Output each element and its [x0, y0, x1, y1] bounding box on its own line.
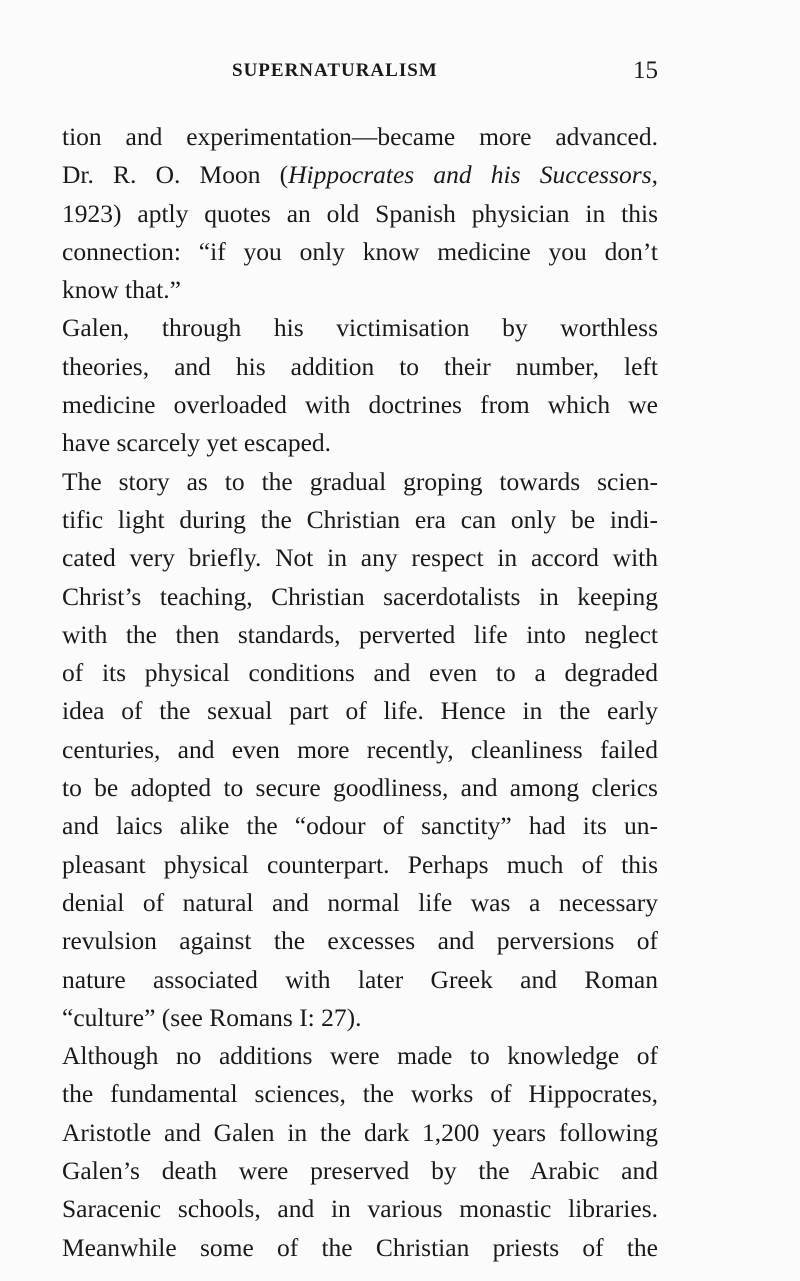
text-line: pleasant physical counterpart. Perhaps much of this — [62, 849, 658, 879]
text-line: The story as to the gradual groping towards scien- — [62, 466, 658, 496]
text-line: of its physical conditions and even to a degraded — [62, 658, 658, 688]
text-line: centuries, and even more recently, cleanliness failed — [62, 734, 658, 764]
text-line: nature associated with later Greek and Roman — [62, 964, 658, 994]
text-line: the fundamental sciences, the works of Hippocrates, — [62, 1079, 658, 1109]
text-line: theories, and his addition to their number, left — [62, 351, 658, 381]
text-line: medicine overloaded with doctrines from which we — [62, 390, 658, 420]
text-line: Meanwhile some of the Christian priests of the — [62, 1232, 658, 1262]
text-line: Christ’s teaching, Christian sacerdotalists in keeping — [62, 581, 658, 611]
text-line: to be adopted to secure goodliness, and among clerics — [62, 773, 658, 803]
text-line: with the then standards, perverted life into neglect — [62, 619, 658, 649]
text-line: idea of the sexual part of life. Hence in the early — [62, 696, 658, 726]
text-line: know that.” — [62, 275, 181, 305]
text-line: “culture” (see Romans I: 27). — [62, 1002, 362, 1032]
running-head — [0, 57, 800, 92]
page-number: 15 — [633, 57, 658, 84]
text-line: Aristotle and Galen in the dark 1,200 years following — [62, 1117, 658, 1147]
book-title-citation: Hippocrates and his Successors — [288, 160, 652, 190]
text-line: tion and experimentation—became more advanced. — [62, 122, 658, 151]
text-line: Galen’s death were preserved by the Arabic and — [62, 1156, 658, 1186]
text-line: connection: “if you only know medicine you don’t — [62, 236, 658, 266]
text-line: Galen, through his victimisation by worthless — [62, 313, 658, 343]
running-title: SUPERNATURALISM — [232, 60, 438, 81]
body-text — [62, 118, 658, 1267]
text-line: and laics alike the “odour of sanctity” had its un- — [62, 811, 658, 841]
text-line: tific light during the Christian era can only be indi- — [62, 504, 658, 534]
text-line: Although no additions were made to knowledge of — [62, 1041, 658, 1071]
text-line: revulsion against the excesses and perversions of — [62, 926, 658, 956]
text-line: have scarcely yet escaped. — [62, 428, 332, 458]
text-line: 1923) aptly quotes an old Spanish physician in this — [62, 198, 658, 228]
text-line: Saracenic schools, and in various monastic libraries. — [62, 1194, 658, 1224]
text-line: Dr. R. O. Moon (Hippocrates and his Successors, — [62, 160, 658, 190]
text-line: denial of natural and normal life was a necessary — [62, 887, 658, 917]
text-line: cated very briefly. Not in any respect in accord with — [62, 543, 658, 573]
